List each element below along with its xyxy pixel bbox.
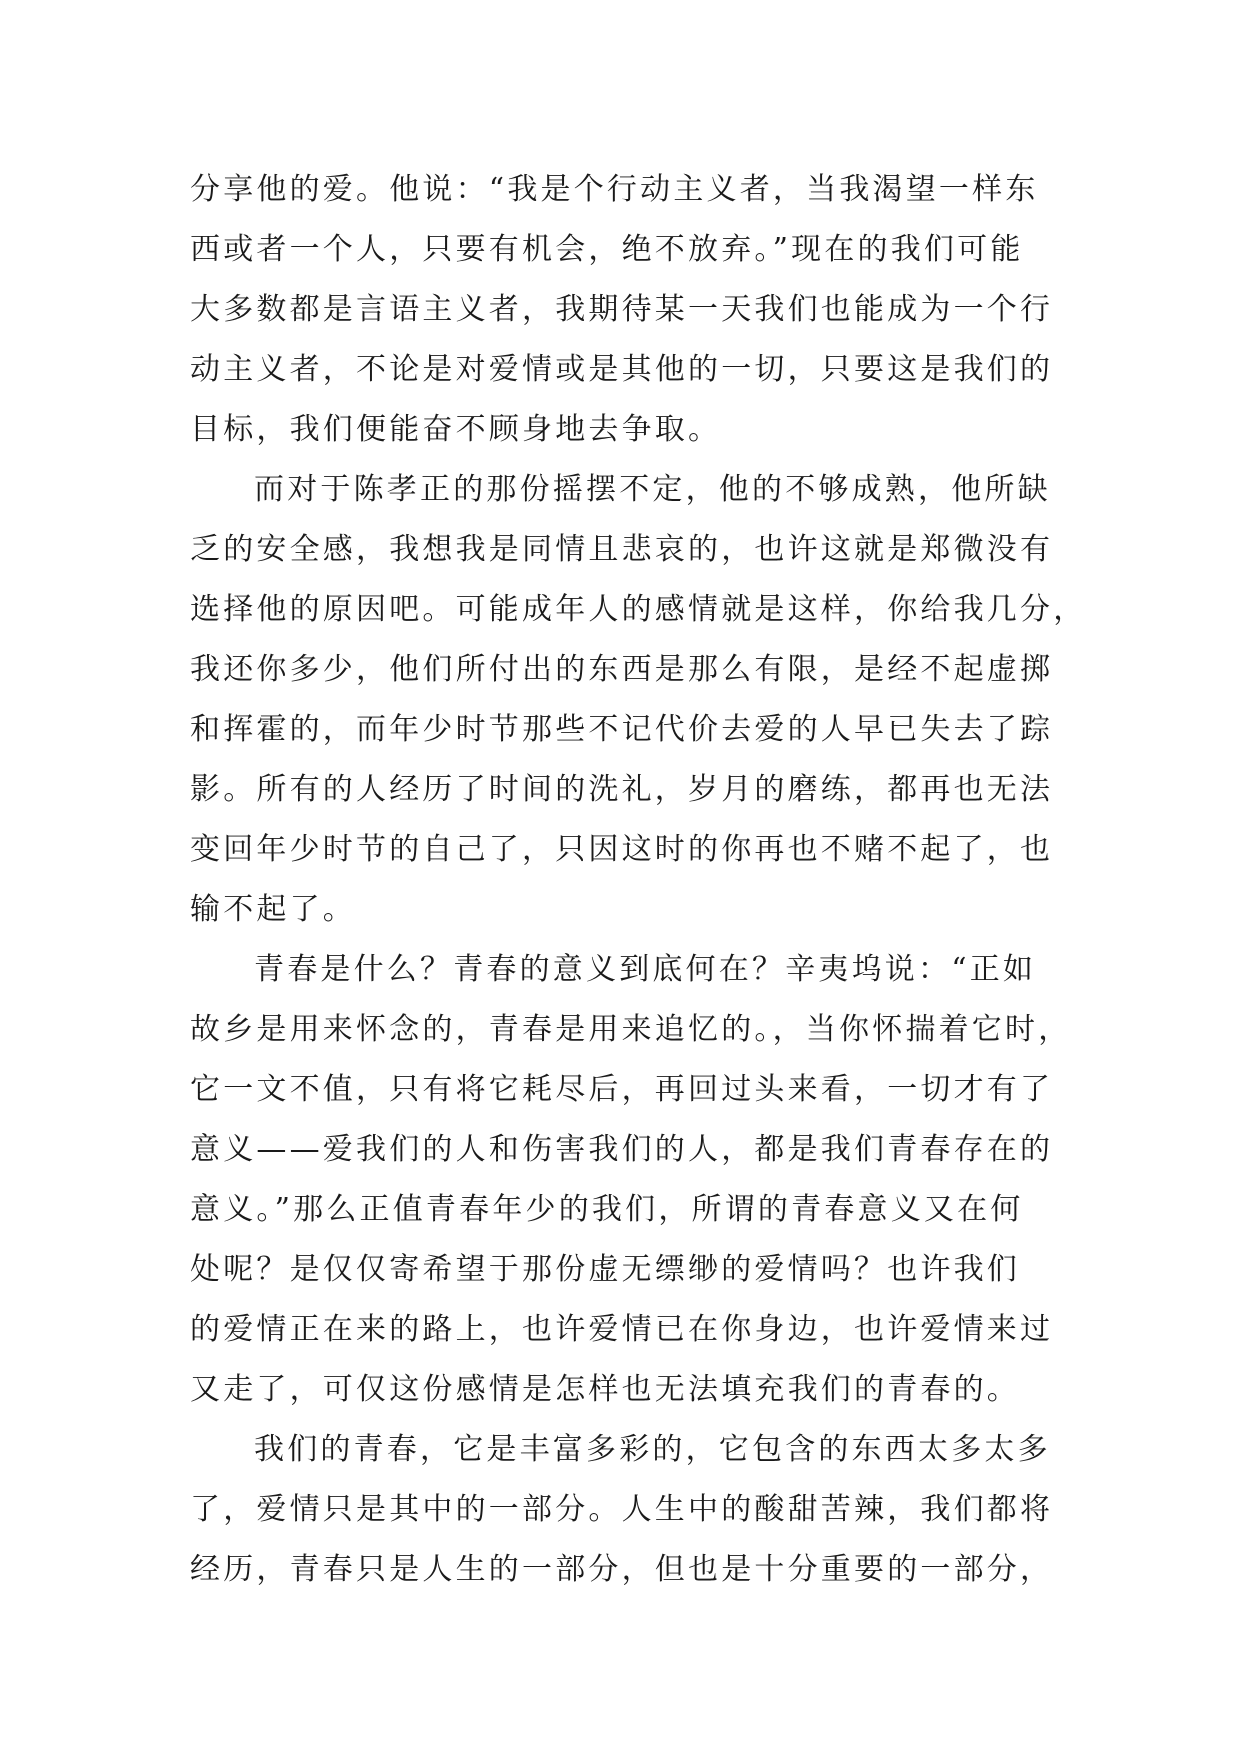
paragraph-first-line: 我们的青春，它是丰富多彩的，它包含的东西太多太多 bbox=[254, 1432, 1051, 1467]
text-line: 它一文不值，只有将它耗尽后，再回过头来看，一切才有了 bbox=[190, 1072, 1054, 1107]
text-line: 和挥霍的，而年少时节那些不记代价去爱的人早已失去了踪 bbox=[190, 712, 1054, 747]
text-line: 了，爱情只是其中的一部分。人生中的酸甜苦辣，我们都将 bbox=[190, 1492, 1054, 1527]
text-line: 意义——爱我们的人和伤害我们的人，都是我们青春存在的 bbox=[190, 1132, 1054, 1167]
text-line: 输不起了。 bbox=[190, 892, 356, 927]
text-line: 经历，青春只是人生的一部分，但也是十分重要的一部分， bbox=[190, 1552, 1054, 1587]
text-line: 大多数都是言语主义者，我期待某一天我们也能成为一个行 bbox=[190, 292, 1054, 327]
text-line: 我还你多少，他们所付出的东西是那么有限，是经不起虚掷 bbox=[190, 652, 1054, 687]
paragraph-first-line: 青春是什么？青春的意义到底何在？辛夷坞说：“正如 bbox=[254, 952, 1037, 987]
text-line: 又走了，可仅这份感情是怎样也无法填充我们的青春的。 bbox=[190, 1372, 1020, 1407]
text-line: 目标，我们便能奋不顾身地去争取。 bbox=[190, 412, 722, 447]
text-line: 西或者一个人，只要有机会，绝不放弃。”现在的我们可能 bbox=[190, 232, 1024, 267]
text-line: 变回年少时节的自己了，只因这时的你再也不赌不起了，也 bbox=[190, 832, 1054, 867]
text-line: 分享他的爱。他说：“我是个行动主义者，当我渴望一样东 bbox=[190, 172, 1039, 207]
text-line: 意义。”那么正值青春年少的我们，所谓的青春意义又在何 bbox=[190, 1192, 1024, 1227]
text-line: 处呢？是仅仅寄希望于那份虚无缥缈的爱情吗？也许我们 bbox=[190, 1252, 1020, 1287]
text-line: 乏的安全感，我想我是同情且悲哀的，也许这就是郑微没有 bbox=[190, 532, 1054, 567]
document-body bbox=[190, 160, 1087, 1600]
text-line: 选择他的原因吧。可能成年人的感情就是这样，你给我几分， bbox=[190, 592, 1087, 627]
text-line: 动主义者，不论是对爱情或是其他的一切，只要这是我们的 bbox=[190, 352, 1054, 387]
text-line: 的爱情正在来的路上，也许爱情已在你身边，也许爱情来过 bbox=[190, 1312, 1054, 1347]
paragraph-first-line: 而对于陈孝正的那份摇摆不定，他的不够成熟，他所缺 bbox=[254, 472, 1051, 507]
text-line: 故乡是用来怀念的，青春是用来追忆的。，当你怀揣着它时， bbox=[190, 1012, 1072, 1047]
text-line: 影。所有的人经历了时间的洗礼，岁月的磨练，都再也无法 bbox=[190, 772, 1054, 807]
